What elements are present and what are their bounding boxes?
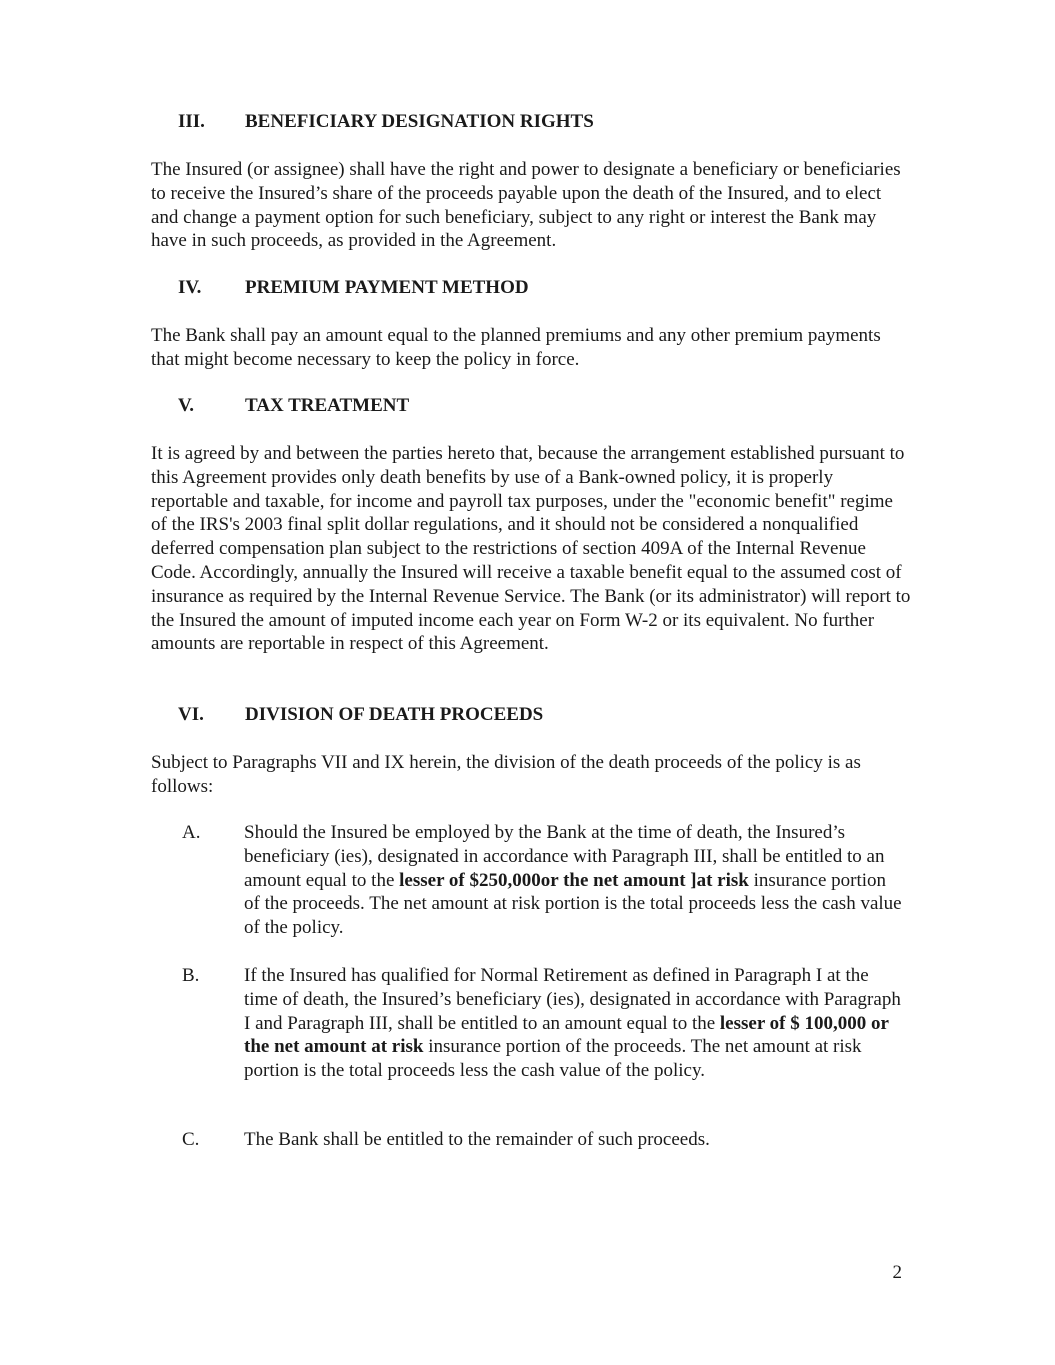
item-text-bold: lesser of $ 100,000 or the net amount at risk [244, 1012, 889, 1058]
section-paragraph-iii: The Insured (or assignee) shall have the right and power to designate a beneficiary or beneficiaries to receive the Insured’s share of the proceeds payable upon the death of the Insured, and to elect and change a payment option for such beneficiary, subject to any right or interest the Bank may have in such proceeds, as provided in the Agreement. [151, 159, 901, 252]
page-number: 2 [892, 1262, 902, 1283]
list-item-c [182, 1128, 902, 1152]
section-heading-iv [178, 276, 529, 300]
section-title: TAX TREATMENT [245, 395, 410, 416]
section-title: BENEFICIARY DESIGNATION RIGHTS [245, 111, 594, 132]
item-text [244, 821, 902, 940]
section-number: IV. [178, 277, 202, 298]
item-letter: B. [182, 965, 200, 986]
section-number: III. [178, 111, 205, 132]
list-item-b [182, 964, 902, 1083]
item-letter: A. [182, 822, 201, 843]
item-text-before: If the Insured has qualified for Normal Retirement as defined in Paragraph I at the time of death, the Insured’s beneficiary (ies), designated in accordance with Paragraph I and Paragraph III, shall be entitled to an amount equal to the [244, 965, 901, 1034]
section-heading-v [178, 394, 409, 418]
item-text-before: Should the Insured be employed by the Bank at the time of death, the Insured’s beneficiary (ies), designated in accordance with Paragraph III, shall be entitled to an amount equal to the [244, 822, 885, 891]
item-text-after: insurance portion of the proceeds. The net amount at risk portion is the total proceeds less the cash value of the policy. [244, 869, 902, 939]
item-text-after: insurance portion of the proceeds. The net amount at risk portion is the total proceeds less the cash value of the policy. [244, 1036, 862, 1082]
section-number: VI. [178, 704, 204, 725]
section-heading-vi [178, 703, 543, 727]
section-heading-iii [178, 110, 594, 134]
section-title: DIVISION OF DEATH PROCEEDS [245, 704, 544, 725]
item-text [244, 964, 902, 1083]
section-paragraph-vi: Subject to Paragraphs VII and IX herein, the division of the death proceeds of the policy is as follows: [151, 752, 861, 797]
section-paragraph-iv: The Bank shall pay an amount equal to the planned premiums and any other premium payments that might become necessary to keep the policy in force. [151, 325, 881, 370]
item-letter: C. [182, 1129, 200, 1150]
list-item-a [182, 821, 902, 940]
item-text [244, 1128, 902, 1152]
item-text-bold: lesser of $250,000or the net amount ]at risk [399, 869, 749, 891]
section-paragraph-v: It is agreed by and between the parties hereto that, because the arrangement established pursuant to this Agreement provides only death benefits by use of a Bank-owned policy, it is properly reportable and taxable, for income and payroll tax purposes, under the "economic benefit" regime of the IRS's 2003 final split dollar regulations, and it should not be considered a nonqualified deferred compensation plan subject to the restrictions of section 409A of the Internal Revenue Code. Accordingly, annually the Insured will receive a taxable benefit equal to the assumed cost of insurance as required by the Internal Revenue Service. The Bank (or its administrator) will report to the Insured the amount of imputed income each year on Form W-2 or its equivalent. No further amounts are reportable in respect of this Agreement. [151, 443, 911, 655]
item-text-before: The Bank shall be entitled to the remainder of such proceeds. [244, 1129, 710, 1150]
section-title: PREMIUM PAYMENT METHOD [245, 277, 529, 298]
section-number: V. [178, 395, 195, 416]
